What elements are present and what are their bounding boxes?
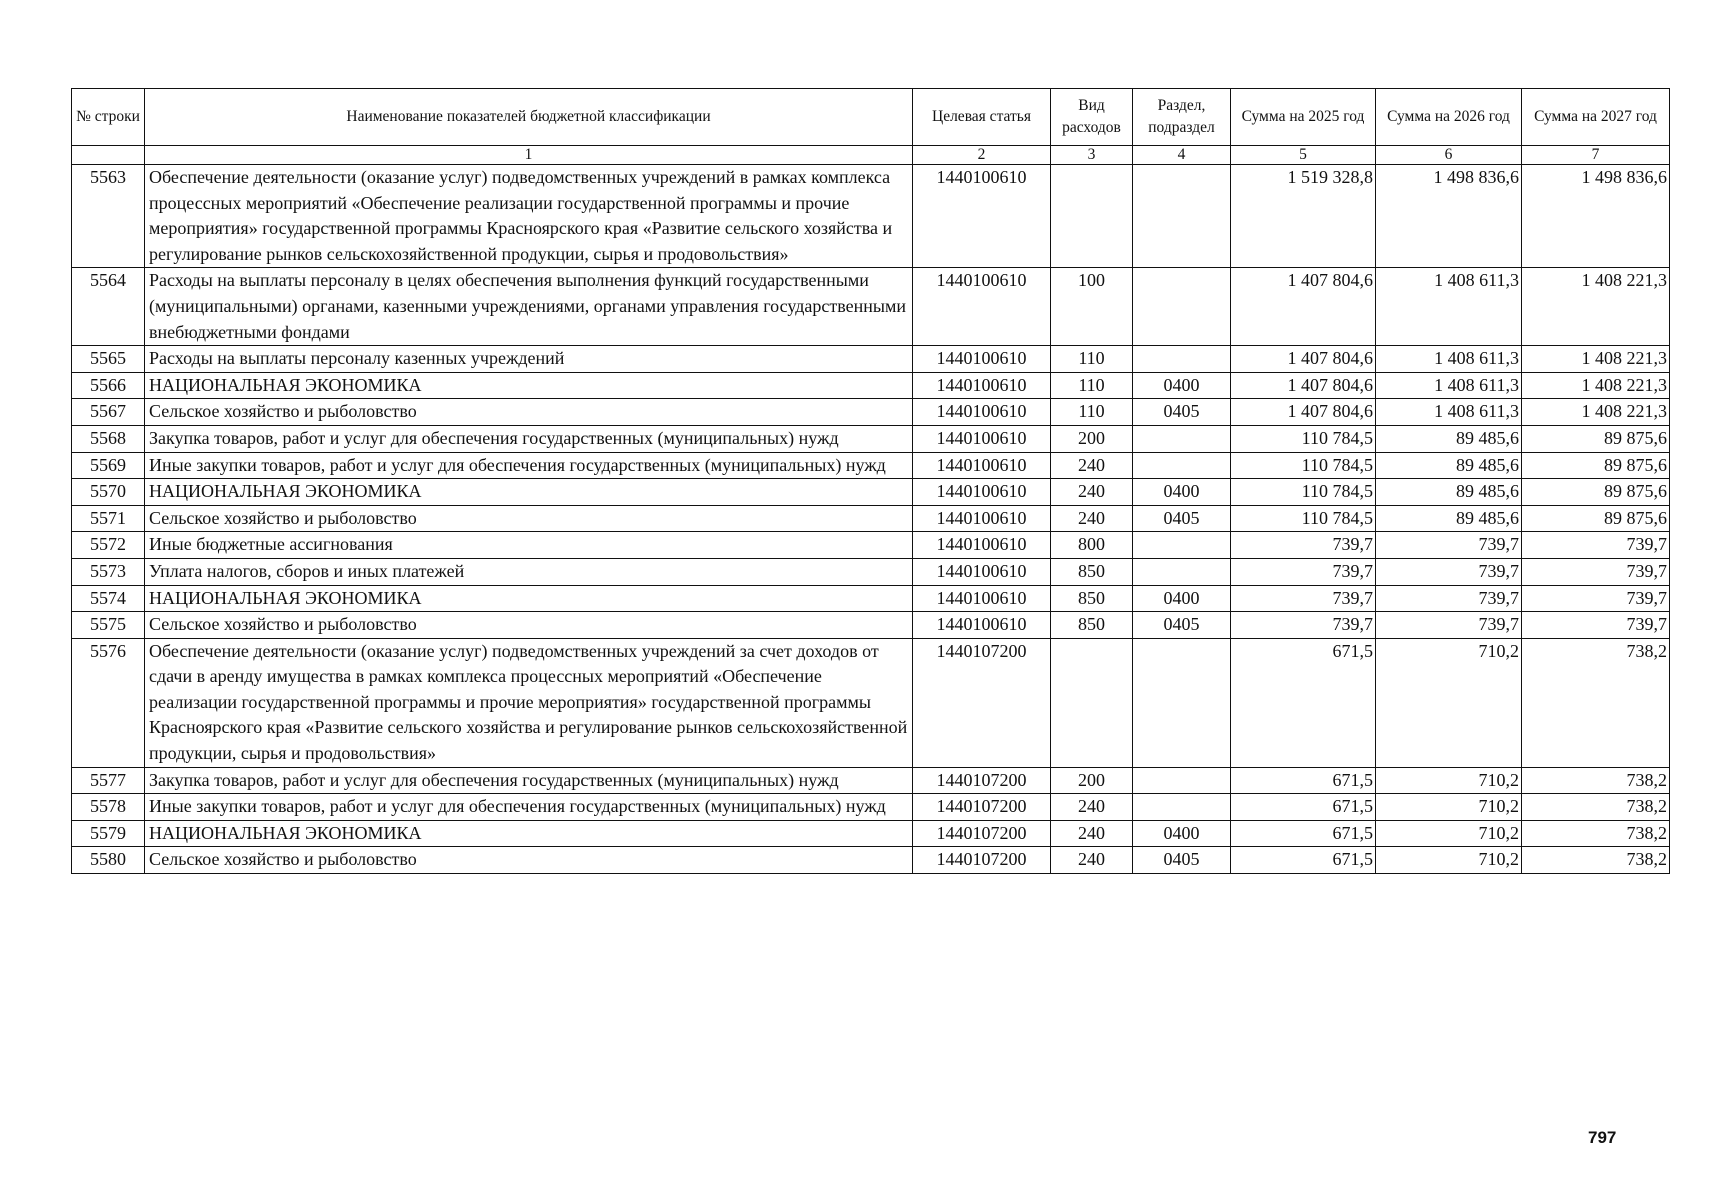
indicator-name-cell: Иные бюджетные ассигнования bbox=[145, 532, 913, 559]
table-row bbox=[72, 820, 1670, 847]
indicator-name-cell: НАЦИОНАЛЬНАЯ ЭКОНОМИКА bbox=[145, 585, 913, 612]
table-header-row bbox=[72, 89, 1670, 146]
sum-2025-cell: 739,7 bbox=[1231, 532, 1376, 559]
header-sum-2025: Сумма на 2025 год bbox=[1231, 89, 1376, 146]
sum-2027-cell: 738,2 bbox=[1522, 638, 1670, 767]
indicator-name-cell: Уплата налогов, сборов и иных платежей bbox=[145, 558, 913, 585]
indicator-name-cell: Иные закупки товаров, работ и услуг для обеспечения государственных (муниципальных) нужд bbox=[145, 794, 913, 821]
sum-2025-cell: 1 407 804,6 bbox=[1231, 346, 1376, 373]
table-row bbox=[72, 558, 1670, 585]
indicator-name-cell: НАЦИОНАЛЬНАЯ ЭКОНОМИКА bbox=[145, 820, 913, 847]
sum-2026-cell: 1 498 836,6 bbox=[1376, 165, 1522, 268]
sum-2027-cell: 89 875,6 bbox=[1522, 479, 1670, 506]
sum-2025-cell: 739,7 bbox=[1231, 612, 1376, 639]
table-row bbox=[72, 399, 1670, 426]
sum-2025-cell: 110 784,5 bbox=[1231, 452, 1376, 479]
expense-type-cell: 800 bbox=[1051, 532, 1133, 559]
section-cell: 0400 bbox=[1133, 820, 1231, 847]
sum-2025-cell: 739,7 bbox=[1231, 558, 1376, 585]
target-article-cell: 1440107200 bbox=[913, 767, 1051, 794]
sum-2026-cell: 89 485,6 bbox=[1376, 505, 1522, 532]
row-number-cell: 5568 bbox=[72, 425, 145, 452]
sum-2027-cell: 739,7 bbox=[1522, 558, 1670, 585]
target-article-cell: 1440100610 bbox=[913, 452, 1051, 479]
table-row bbox=[72, 612, 1670, 639]
table-row bbox=[72, 585, 1670, 612]
sum-2025-cell: 671,5 bbox=[1231, 820, 1376, 847]
section-cell bbox=[1133, 767, 1231, 794]
section-cell bbox=[1133, 346, 1231, 373]
row-number-cell: 5570 bbox=[72, 479, 145, 506]
row-number-cell: 5573 bbox=[72, 558, 145, 585]
row-number-cell: 5576 bbox=[72, 638, 145, 767]
table-row bbox=[72, 638, 1670, 767]
sum-2025-cell: 110 784,5 bbox=[1231, 479, 1376, 506]
target-article-cell: 1440107200 bbox=[913, 638, 1051, 767]
indicator-name-cell: Сельское хозяйство и рыболовство bbox=[145, 612, 913, 639]
page-number: 797 bbox=[1588, 1128, 1617, 1147]
sum-2026-cell: 739,7 bbox=[1376, 558, 1522, 585]
table-row bbox=[72, 479, 1670, 506]
target-article-cell: 1440107200 bbox=[913, 794, 1051, 821]
sum-2027-cell: 738,2 bbox=[1522, 820, 1670, 847]
sum-2026-cell: 1 408 611,3 bbox=[1376, 346, 1522, 373]
column-index: 5 bbox=[1231, 146, 1376, 165]
indicator-name-cell: Расходы на выплаты персоналу в целях обеспечения выполнения функций государственными (муниципальными) органами, казенными учреждениями, органами управления государственными внебюджетными фондами bbox=[145, 268, 913, 346]
section-cell: 0405 bbox=[1133, 399, 1231, 426]
sum-2027-cell: 89 875,6 bbox=[1522, 452, 1670, 479]
target-article-cell: 1440100610 bbox=[913, 479, 1051, 506]
target-article-cell: 1440100610 bbox=[913, 425, 1051, 452]
expense-type-cell: 110 bbox=[1051, 399, 1133, 426]
sum-2026-cell: 710,2 bbox=[1376, 638, 1522, 767]
sum-2027-cell: 738,2 bbox=[1522, 794, 1670, 821]
target-article-cell: 1440100610 bbox=[913, 532, 1051, 559]
column-index: 6 bbox=[1376, 146, 1522, 165]
target-article-cell: 1440100610 bbox=[913, 585, 1051, 612]
indicator-name-cell: Сельское хозяйство и рыболовство bbox=[145, 505, 913, 532]
sum-2027-cell: 1 408 221,3 bbox=[1522, 268, 1670, 346]
target-article-cell: 1440100610 bbox=[913, 165, 1051, 268]
sum-2026-cell: 89 485,6 bbox=[1376, 425, 1522, 452]
header-target-article: Целевая статья bbox=[913, 89, 1051, 146]
sum-2025-cell: 671,5 bbox=[1231, 638, 1376, 767]
section-cell bbox=[1133, 794, 1231, 821]
target-article-cell: 1440107200 bbox=[913, 820, 1051, 847]
section-cell bbox=[1133, 532, 1231, 559]
row-number-cell: 5575 bbox=[72, 612, 145, 639]
header-section: Раздел, подраздел bbox=[1133, 89, 1231, 146]
header-indicator-name: Наименование показателей бюджетной классификации bbox=[145, 89, 913, 146]
sum-2026-cell: 710,2 bbox=[1376, 794, 1522, 821]
expense-type-cell: 240 bbox=[1051, 847, 1133, 874]
column-index: 1 bbox=[145, 146, 913, 165]
indicator-name-cell: Сельское хозяйство и рыболовство bbox=[145, 399, 913, 426]
table-row bbox=[72, 346, 1670, 373]
budget-classification-table bbox=[71, 88, 1670, 874]
sum-2026-cell: 739,7 bbox=[1376, 532, 1522, 559]
section-cell: 0400 bbox=[1133, 479, 1231, 506]
sum-2027-cell: 738,2 bbox=[1522, 767, 1670, 794]
section-cell: 0405 bbox=[1133, 612, 1231, 639]
expense-type-cell: 240 bbox=[1051, 479, 1133, 506]
row-number-cell: 5569 bbox=[72, 452, 145, 479]
expense-type-cell bbox=[1051, 638, 1133, 767]
sum-2027-cell: 1 408 221,3 bbox=[1522, 346, 1670, 373]
table-row bbox=[72, 505, 1670, 532]
expense-type-cell: 110 bbox=[1051, 346, 1133, 373]
sum-2026-cell: 739,7 bbox=[1376, 612, 1522, 639]
section-cell bbox=[1133, 425, 1231, 452]
column-index-row bbox=[72, 146, 1670, 165]
expense-type-cell: 200 bbox=[1051, 425, 1133, 452]
table-row bbox=[72, 425, 1670, 452]
sum-2025-cell: 1 407 804,6 bbox=[1231, 372, 1376, 399]
indicator-name-cell: Расходы на выплаты персоналу казенных учреждений bbox=[145, 346, 913, 373]
column-index bbox=[72, 146, 145, 165]
row-number-cell: 5571 bbox=[72, 505, 145, 532]
column-index: 4 bbox=[1133, 146, 1231, 165]
sum-2027-cell: 738,2 bbox=[1522, 847, 1670, 874]
section-cell bbox=[1133, 452, 1231, 479]
indicator-name-cell: Закупка товаров, работ и услуг для обеспечения государственных (муниципальных) нужд bbox=[145, 767, 913, 794]
sum-2025-cell: 110 784,5 bbox=[1231, 505, 1376, 532]
expense-type-cell: 240 bbox=[1051, 505, 1133, 532]
sum-2026-cell: 1 408 611,3 bbox=[1376, 399, 1522, 426]
table-row bbox=[72, 794, 1670, 821]
row-number-cell: 5578 bbox=[72, 794, 145, 821]
sum-2027-cell: 1 408 221,3 bbox=[1522, 399, 1670, 426]
indicator-name-cell: Закупка товаров, работ и услуг для обеспечения государственных (муниципальных) нужд bbox=[145, 425, 913, 452]
column-index: 7 bbox=[1522, 146, 1670, 165]
row-number-cell: 5580 bbox=[72, 847, 145, 874]
sum-2026-cell: 89 485,6 bbox=[1376, 452, 1522, 479]
table-row bbox=[72, 767, 1670, 794]
expense-type-cell: 850 bbox=[1051, 585, 1133, 612]
section-cell: 0400 bbox=[1133, 372, 1231, 399]
indicator-name-cell: Сельское хозяйство и рыболовство bbox=[145, 847, 913, 874]
header-sum-2027: Сумма на 2027 год bbox=[1522, 89, 1670, 146]
sum-2027-cell: 739,7 bbox=[1522, 612, 1670, 639]
row-number-cell: 5563 bbox=[72, 165, 145, 268]
sum-2025-cell: 1 519 328,8 bbox=[1231, 165, 1376, 268]
header-row-number: № строки bbox=[72, 89, 145, 146]
table-row bbox=[72, 452, 1670, 479]
row-number-cell: 5579 bbox=[72, 820, 145, 847]
table-row bbox=[72, 532, 1670, 559]
expense-type-cell bbox=[1051, 165, 1133, 268]
row-number-cell: 5565 bbox=[72, 346, 145, 373]
table-row bbox=[72, 372, 1670, 399]
sum-2025-cell: 739,7 bbox=[1231, 585, 1376, 612]
target-article-cell: 1440100610 bbox=[913, 399, 1051, 426]
indicator-name-cell: Обеспечение деятельности (оказание услуг) подведомственных учреждений в рамках комплекса процессных мероприятий «Обеспечение реализации государственной программы и прочие мероприятия» государственной программы Красноярского края «Развитие сельского хозяйства и регулирование рынков сельскохозяйственной продукции, сырья и продовольствия» bbox=[145, 165, 913, 268]
table-row bbox=[72, 165, 1670, 268]
sum-2027-cell: 739,7 bbox=[1522, 532, 1670, 559]
sum-2026-cell: 710,2 bbox=[1376, 847, 1522, 874]
section-cell: 0405 bbox=[1133, 847, 1231, 874]
sum-2026-cell: 1 408 611,3 bbox=[1376, 372, 1522, 399]
target-article-cell: 1440100610 bbox=[913, 612, 1051, 639]
sum-2027-cell: 1 408 221,3 bbox=[1522, 372, 1670, 399]
row-number-cell: 5577 bbox=[72, 767, 145, 794]
table-row bbox=[72, 268, 1670, 346]
section-cell bbox=[1133, 268, 1231, 346]
indicator-name-cell: НАЦИОНАЛЬНАЯ ЭКОНОМИКА bbox=[145, 372, 913, 399]
sum-2027-cell: 739,7 bbox=[1522, 585, 1670, 612]
expense-type-cell: 850 bbox=[1051, 558, 1133, 585]
header-expense-type: Вид расходов bbox=[1051, 89, 1133, 146]
expense-type-cell: 110 bbox=[1051, 372, 1133, 399]
indicator-name-cell: Иные закупки товаров, работ и услуг для обеспечения государственных (муниципальных) нужд bbox=[145, 452, 913, 479]
column-index: 3 bbox=[1051, 146, 1133, 165]
table-row bbox=[72, 847, 1670, 874]
row-number-cell: 5564 bbox=[72, 268, 145, 346]
target-article-cell: 1440107200 bbox=[913, 847, 1051, 874]
section-cell bbox=[1133, 558, 1231, 585]
target-article-cell: 1440100610 bbox=[913, 372, 1051, 399]
sum-2027-cell: 89 875,6 bbox=[1522, 505, 1670, 532]
target-article-cell: 1440100610 bbox=[913, 346, 1051, 373]
sum-2026-cell: 1 408 611,3 bbox=[1376, 268, 1522, 346]
expense-type-cell: 200 bbox=[1051, 767, 1133, 794]
row-number-cell: 5574 bbox=[72, 585, 145, 612]
expense-type-cell: 850 bbox=[1051, 612, 1133, 639]
expense-type-cell: 240 bbox=[1051, 820, 1133, 847]
sum-2026-cell: 710,2 bbox=[1376, 820, 1522, 847]
sum-2026-cell: 89 485,6 bbox=[1376, 479, 1522, 506]
target-article-cell: 1440100610 bbox=[913, 558, 1051, 585]
expense-type-cell: 240 bbox=[1051, 794, 1133, 821]
indicator-name-cell: НАЦИОНАЛЬНАЯ ЭКОНОМИКА bbox=[145, 479, 913, 506]
expense-type-cell: 100 bbox=[1051, 268, 1133, 346]
indicator-name-cell: Обеспечение деятельности (оказание услуг) подведомственных учреждений за счет доходов от сдачи в аренду имущества в рамках комплекса процессных мероприятий «Обеспечение реализации государственной программы и прочие мероприятия» государственной программы Красноярского края «Развитие сельского хозяйства и регулирование рынков сельскохозяйственной продукции, сырья и продовольствия» bbox=[145, 638, 913, 767]
row-number-cell: 5567 bbox=[72, 399, 145, 426]
sum-2027-cell: 1 498 836,6 bbox=[1522, 165, 1670, 268]
row-number-cell: 5572 bbox=[72, 532, 145, 559]
column-index: 2 bbox=[913, 146, 1051, 165]
expense-type-cell: 240 bbox=[1051, 452, 1133, 479]
row-number-cell: 5566 bbox=[72, 372, 145, 399]
sum-2025-cell: 671,5 bbox=[1231, 794, 1376, 821]
sum-2025-cell: 671,5 bbox=[1231, 767, 1376, 794]
table-body bbox=[72, 165, 1670, 874]
sum-2025-cell: 671,5 bbox=[1231, 847, 1376, 874]
sum-2025-cell: 110 784,5 bbox=[1231, 425, 1376, 452]
sum-2026-cell: 739,7 bbox=[1376, 585, 1522, 612]
header-sum-2026: Сумма на 2026 год bbox=[1376, 89, 1522, 146]
section-cell bbox=[1133, 165, 1231, 268]
target-article-cell: 1440100610 bbox=[913, 268, 1051, 346]
sum-2026-cell: 710,2 bbox=[1376, 767, 1522, 794]
target-article-cell: 1440100610 bbox=[913, 505, 1051, 532]
sum-2025-cell: 1 407 804,6 bbox=[1231, 268, 1376, 346]
section-cell: 0405 bbox=[1133, 505, 1231, 532]
section-cell: 0400 bbox=[1133, 585, 1231, 612]
section-cell bbox=[1133, 638, 1231, 767]
sum-2027-cell: 89 875,6 bbox=[1522, 425, 1670, 452]
sum-2025-cell: 1 407 804,6 bbox=[1231, 399, 1376, 426]
